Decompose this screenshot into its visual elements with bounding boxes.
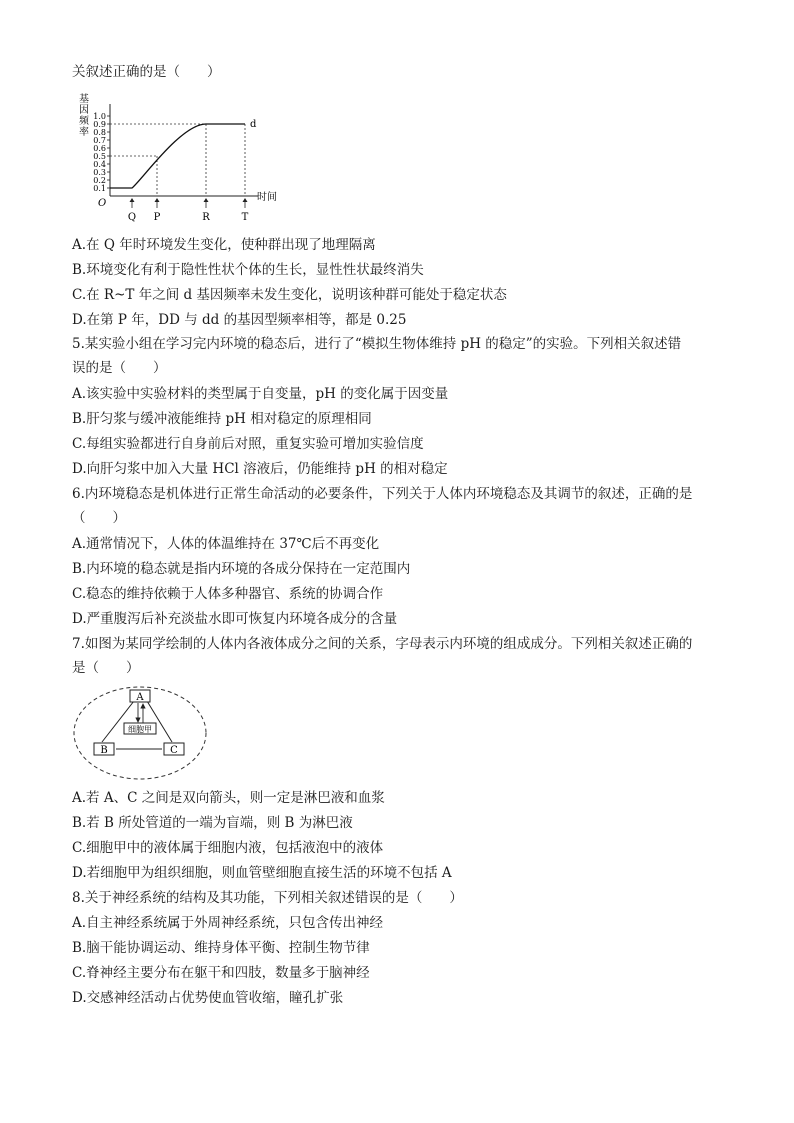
x-mark-arrowhead-q: [130, 198, 135, 202]
q4-option-d: D.在第 P 年，DD 与 dd 的基因型频率相等，都是 0.25: [72, 312, 407, 328]
y-tick-label: 0.8: [93, 128, 106, 137]
q6-stem-line2: （ ）: [72, 510, 126, 526]
y-tick-label: 1.0: [93, 112, 106, 121]
q4-option-c: C.在 R~T 年之间 d 基因频率未发生变化，说明该种群可能处于稳定状态: [72, 287, 507, 303]
y-axis-label-char: 率: [79, 127, 89, 138]
q4-option-a: A.在 Q 年时环境发生变化，使种群出现了地理隔离: [72, 237, 376, 253]
q7-option-d: D.若细胞甲为组织细胞，则血管壁细胞直接生活的环境不包括 A: [72, 865, 452, 881]
q7-option-c: C.细胞甲中的液体属于细胞内液，包括液泡中的液体: [72, 840, 384, 856]
q5-option-d: D.向肝匀浆中加入大量 HCl 溶液后，仍能维持 pH 的相对稳定: [72, 461, 448, 477]
q5-option-c: C.每组实验都进行自身前后对照，重复实验可增加实验信度: [72, 436, 424, 452]
q4-gene-frequency-chart: [70, 88, 277, 228]
q8-stem: 8.关于神经系统的结构及其功能，下列相关叙述错误的是（ ）: [72, 890, 463, 906]
q5-stem-line2: 误的是（ ）: [72, 360, 167, 376]
y-axis-label-char: 频: [79, 116, 89, 127]
y-tick-label: 0.1: [93, 184, 106, 193]
q8-option-c: C.脊神经主要分布在躯干和四肢，数量多于脑神经: [72, 965, 370, 981]
y-tick-label: 0.6: [93, 144, 106, 153]
q5-option-b: B.肝匀浆与缓冲液能维持 pH 相对稳定的原理相同: [72, 411, 372, 427]
q4-stem-tail: 关叙述正确的是（ ）: [72, 64, 221, 80]
x-mark-label-p: P: [153, 212, 161, 223]
y-tick-label: 0.3: [93, 168, 106, 177]
y-axis-label-char: 因: [79, 105, 89, 116]
box-c-label: C: [170, 745, 178, 756]
y-tick-label: 0.2: [93, 176, 106, 185]
q7-body-fluid-diagram: [72, 684, 212, 784]
q6-option-d: D.严重腹泻后补充淡盐水即可恢复内环境各成分的含量: [72, 611, 398, 627]
y-tick-label: 0.4: [93, 160, 106, 169]
origin-label: O: [98, 198, 107, 209]
box-a-label: A: [136, 692, 144, 703]
q5-option-a: A.该实验中实验材料的类型属于自变量，pH 的变化属于因变量: [72, 386, 449, 402]
q7-stem-line2: 是（ ）: [72, 660, 140, 676]
x-mark-arrowhead-t: [243, 198, 248, 202]
x-mark-arrowhead-p: [155, 198, 160, 202]
y-tick-label: 0.7: [93, 136, 106, 145]
curve-label: d: [250, 119, 257, 130]
q8-option-a: A.自主神经系统属于外周神经系统，只包含传出神经: [72, 915, 384, 931]
q8-option-d: D.交感神经活动占优势使血管收缩，瞳孔扩张: [72, 990, 344, 1006]
y-axis-label-char: 基: [79, 94, 89, 105]
x-mark-label-q: Q: [127, 212, 137, 223]
y-tick-label: 0.9: [93, 120, 106, 129]
q6-option-a: A.通常情况下，人体的体温维持在 37℃后不再变化: [72, 536, 380, 552]
y-tick-label: 0.5: [93, 152, 106, 161]
q7-option-b: B.若 B 所处管道的一端为盲端，则 B 为淋巴液: [72, 815, 353, 831]
box-b-label: B: [100, 745, 108, 756]
q6-stem-line1: 6.内环境稳态是机体进行正常生命活动的必要条件，下列关于人体内环境稳态及其调节的叙述，正确的是: [72, 486, 693, 502]
x-axis-label: 时间: [257, 192, 277, 203]
q6-option-b: B.内环境的稳态就是指内环境的各成分保持在一定范围内: [72, 561, 411, 577]
q5-stem-line1: 5.某实验小组在学习完内环境的稳态后，进行了“模拟生物体维持 pH 的稳定”的实验。下列相关叙述错: [72, 336, 682, 352]
q8-option-b: B.脑干能协调运动、维持身体平衡、控制生物节律: [72, 940, 370, 956]
x-mark-arrowhead-r: [204, 198, 209, 202]
q7-option-a: A.若 A、C 之间是双向箭头，则一定是淋巴液和血浆: [72, 790, 385, 806]
q4-option-b: B.环境变化有利于隐性性状个体的生长，显性性状最终消失: [72, 262, 424, 278]
x-mark-label-t: T: [241, 212, 249, 223]
x-mark-label-r: R: [202, 212, 210, 223]
q7-stem-line1: 7.如图为某同学绘制的人体内各液体成分之间的关系，字母表示内环境的组成成分。下列相关叙述正确的: [72, 636, 693, 652]
q6-option-c: C.稳态的维持依赖于人体多种器官、系统的协调合作: [72, 586, 384, 602]
box-cell-label: 细胞甲: [128, 725, 152, 734]
